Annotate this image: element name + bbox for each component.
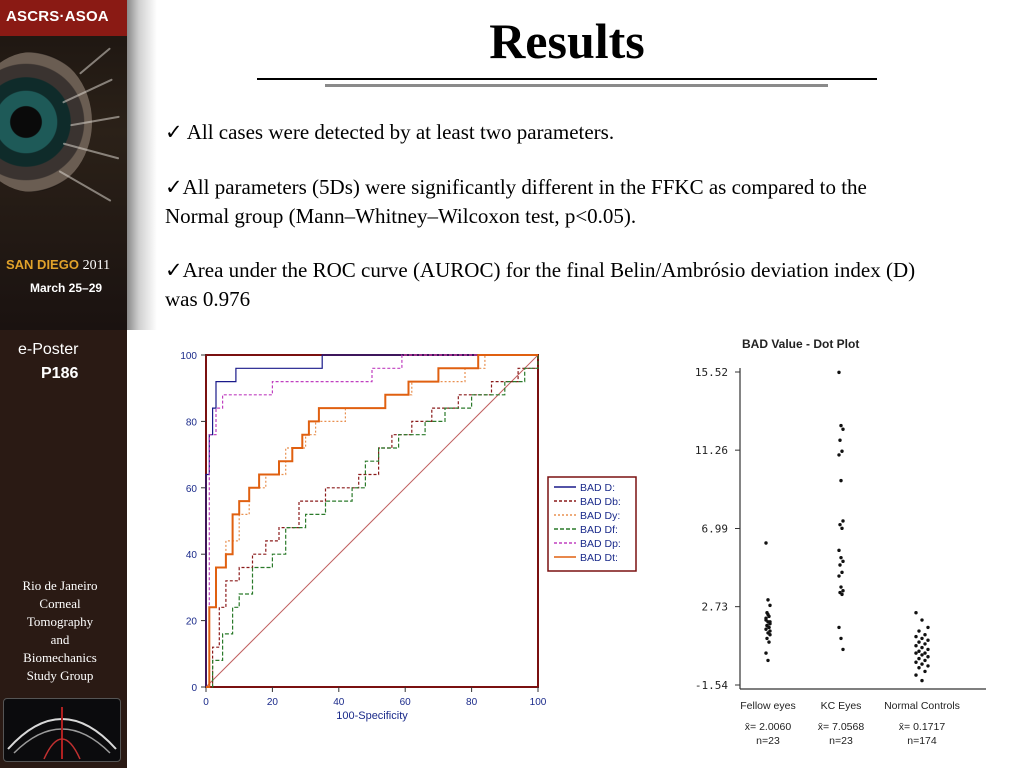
data-point <box>914 651 917 654</box>
data-point <box>767 640 770 643</box>
data-point <box>841 519 844 522</box>
data-point <box>920 646 923 649</box>
group-line: Tomography <box>26 614 94 629</box>
data-point <box>923 670 926 673</box>
title-underline-shadow <box>325 84 828 87</box>
bullet-text: All parameters (5Ds) were significantly different in the FFKC as compared to the Normal group (Mann–Whitney–Wilcoxon test, p<0.05). <box>165 175 867 228</box>
data-point <box>923 659 926 662</box>
data-point <box>926 639 929 642</box>
data-point <box>923 633 926 636</box>
data-point <box>768 633 771 636</box>
data-point <box>914 635 917 638</box>
banner-shadow <box>127 0 157 330</box>
y-tick-label: 60 <box>185 483 197 495</box>
data-point <box>914 661 917 664</box>
x-tick-label: 80 <box>466 697 478 708</box>
title-underline <box>257 78 877 80</box>
bullet-text: Area under the ROC curve (AUROC) for the final Belin/Ambrósio deviation index (D) was 0.976 <box>165 258 916 311</box>
x-tick-label: 0 <box>203 697 209 708</box>
y-tick-label: 100 <box>180 351 197 362</box>
y-tick-label: -1.54 <box>694 679 728 692</box>
data-point <box>840 527 843 530</box>
y-tick-label: 6.99 <box>701 522 728 536</box>
data-point <box>923 651 926 654</box>
data-point <box>841 648 844 651</box>
bullet-item <box>165 173 935 231</box>
bullet-item <box>165 256 935 314</box>
data-point <box>914 673 917 676</box>
data-point <box>841 428 844 431</box>
data-point <box>926 655 929 658</box>
data-point <box>764 617 767 620</box>
data-point <box>839 556 842 559</box>
x-tick-label: 100 <box>529 697 547 708</box>
conference-city <box>6 257 110 274</box>
y-tick-label: 0 <box>191 683 197 694</box>
data-point <box>766 659 769 662</box>
bullet-text: All cases were detected by at least two parameters. <box>182 120 615 144</box>
data-point <box>839 479 842 482</box>
data-point <box>766 598 769 601</box>
y-tick-label: 2.73 <box>701 600 728 614</box>
bullet-item <box>165 118 935 147</box>
slide-title: Results <box>489 13 645 69</box>
category-label: Fellow eyes <box>740 700 796 712</box>
data-point <box>768 620 771 623</box>
data-point <box>840 450 843 453</box>
data-point <box>917 640 920 643</box>
data-point <box>841 589 844 592</box>
category-label: KC Eyes <box>820 700 862 712</box>
group-line: Biomechanics <box>23 650 97 665</box>
data-point <box>914 611 917 614</box>
legend-label: BAD Dt: <box>580 552 618 564</box>
data-point <box>837 371 840 374</box>
data-point <box>837 574 840 577</box>
city-name: SAN DIEGO <box>6 257 79 272</box>
data-point <box>764 541 767 544</box>
data-point <box>926 626 929 629</box>
y-tick-label: 20 <box>185 616 197 628</box>
category-n: n=23 <box>756 735 780 747</box>
y-tick-label: 40 <box>185 550 197 562</box>
data-point <box>768 629 771 632</box>
data-point <box>838 523 841 526</box>
bad-dot-plot <box>670 330 1000 760</box>
data-point <box>839 585 842 588</box>
data-point <box>920 618 923 621</box>
category-n: n=23 <box>829 735 853 747</box>
data-point <box>767 626 770 629</box>
ascrs-logo: ASCRS·ASOA <box>6 8 109 25</box>
poster-number: P186 <box>41 365 79 382</box>
data-point <box>917 666 920 669</box>
category-mean: x̄= 0.1717 <box>898 721 946 733</box>
data-point <box>768 604 771 607</box>
data-point <box>917 650 920 653</box>
data-point <box>920 662 923 665</box>
data-point <box>840 571 843 574</box>
check-icon: ✓ <box>165 258 183 282</box>
sidebar <box>0 0 127 768</box>
category-mean: x̄= 2.0060 <box>744 721 792 733</box>
data-point <box>926 648 929 651</box>
artwork-streak <box>59 170 112 202</box>
group-line: Study Group <box>26 668 94 683</box>
x-tick-label: 40 <box>333 697 345 708</box>
artwork-streak <box>79 47 111 74</box>
y-tick-label: 11.26 <box>694 444 728 458</box>
study-group-name <box>0 577 120 685</box>
data-point <box>917 657 920 660</box>
data-point <box>841 560 844 563</box>
data-point <box>839 637 842 640</box>
data-point <box>766 613 769 616</box>
roc-curve-chart <box>150 340 650 730</box>
data-point <box>764 628 767 631</box>
data-point <box>837 549 840 552</box>
category-n: n=174 <box>907 735 937 747</box>
x-tick-label: 60 <box>399 697 411 708</box>
legend-label: BAD Dp: <box>580 538 621 550</box>
data-point <box>765 637 768 640</box>
x-axis-label: 100-Specificity <box>336 710 408 722</box>
chart-title: BAD Value - Dot Plot <box>742 337 860 351</box>
data-point <box>839 424 842 427</box>
data-point <box>764 651 767 654</box>
data-point <box>838 439 841 442</box>
legend-label: BAD Df: <box>580 524 618 536</box>
check-icon: ✓ <box>165 120 183 144</box>
y-tick-label: 80 <box>185 417 197 429</box>
data-point <box>837 453 840 456</box>
conference-dates: March 25–29 <box>30 281 103 295</box>
data-point <box>923 642 926 645</box>
data-point <box>926 664 929 667</box>
eposter-label: e-Poster <box>18 341 79 358</box>
legend-label: BAD Db: <box>580 496 621 508</box>
data-point <box>920 637 923 640</box>
x-tick-label: 20 <box>266 697 278 708</box>
tomography-thumbnail-graphic <box>4 699 120 761</box>
conference-year: 2011 <box>82 258 111 273</box>
y-tick-label: 15.52 <box>694 366 728 379</box>
category-mean: x̄= 7.0568 <box>817 721 865 733</box>
data-point <box>840 593 843 596</box>
group-line: Corneal <box>39 596 81 611</box>
group-line: and <box>50 632 70 647</box>
data-point <box>917 629 920 632</box>
data-point <box>838 563 841 566</box>
data-point <box>914 644 917 647</box>
data-point <box>837 626 840 629</box>
tomography-thumbnail <box>3 698 121 762</box>
data-point <box>920 653 923 656</box>
data-point <box>920 679 923 682</box>
category-label: Normal Controls <box>884 700 960 712</box>
check-icon: ✓ <box>165 175 183 199</box>
group-line: Rio de Janeiro <box>22 578 98 593</box>
legend-label: BAD D: <box>580 482 616 494</box>
conference-banner <box>0 0 127 330</box>
legend-label: BAD Dy: <box>580 510 621 522</box>
